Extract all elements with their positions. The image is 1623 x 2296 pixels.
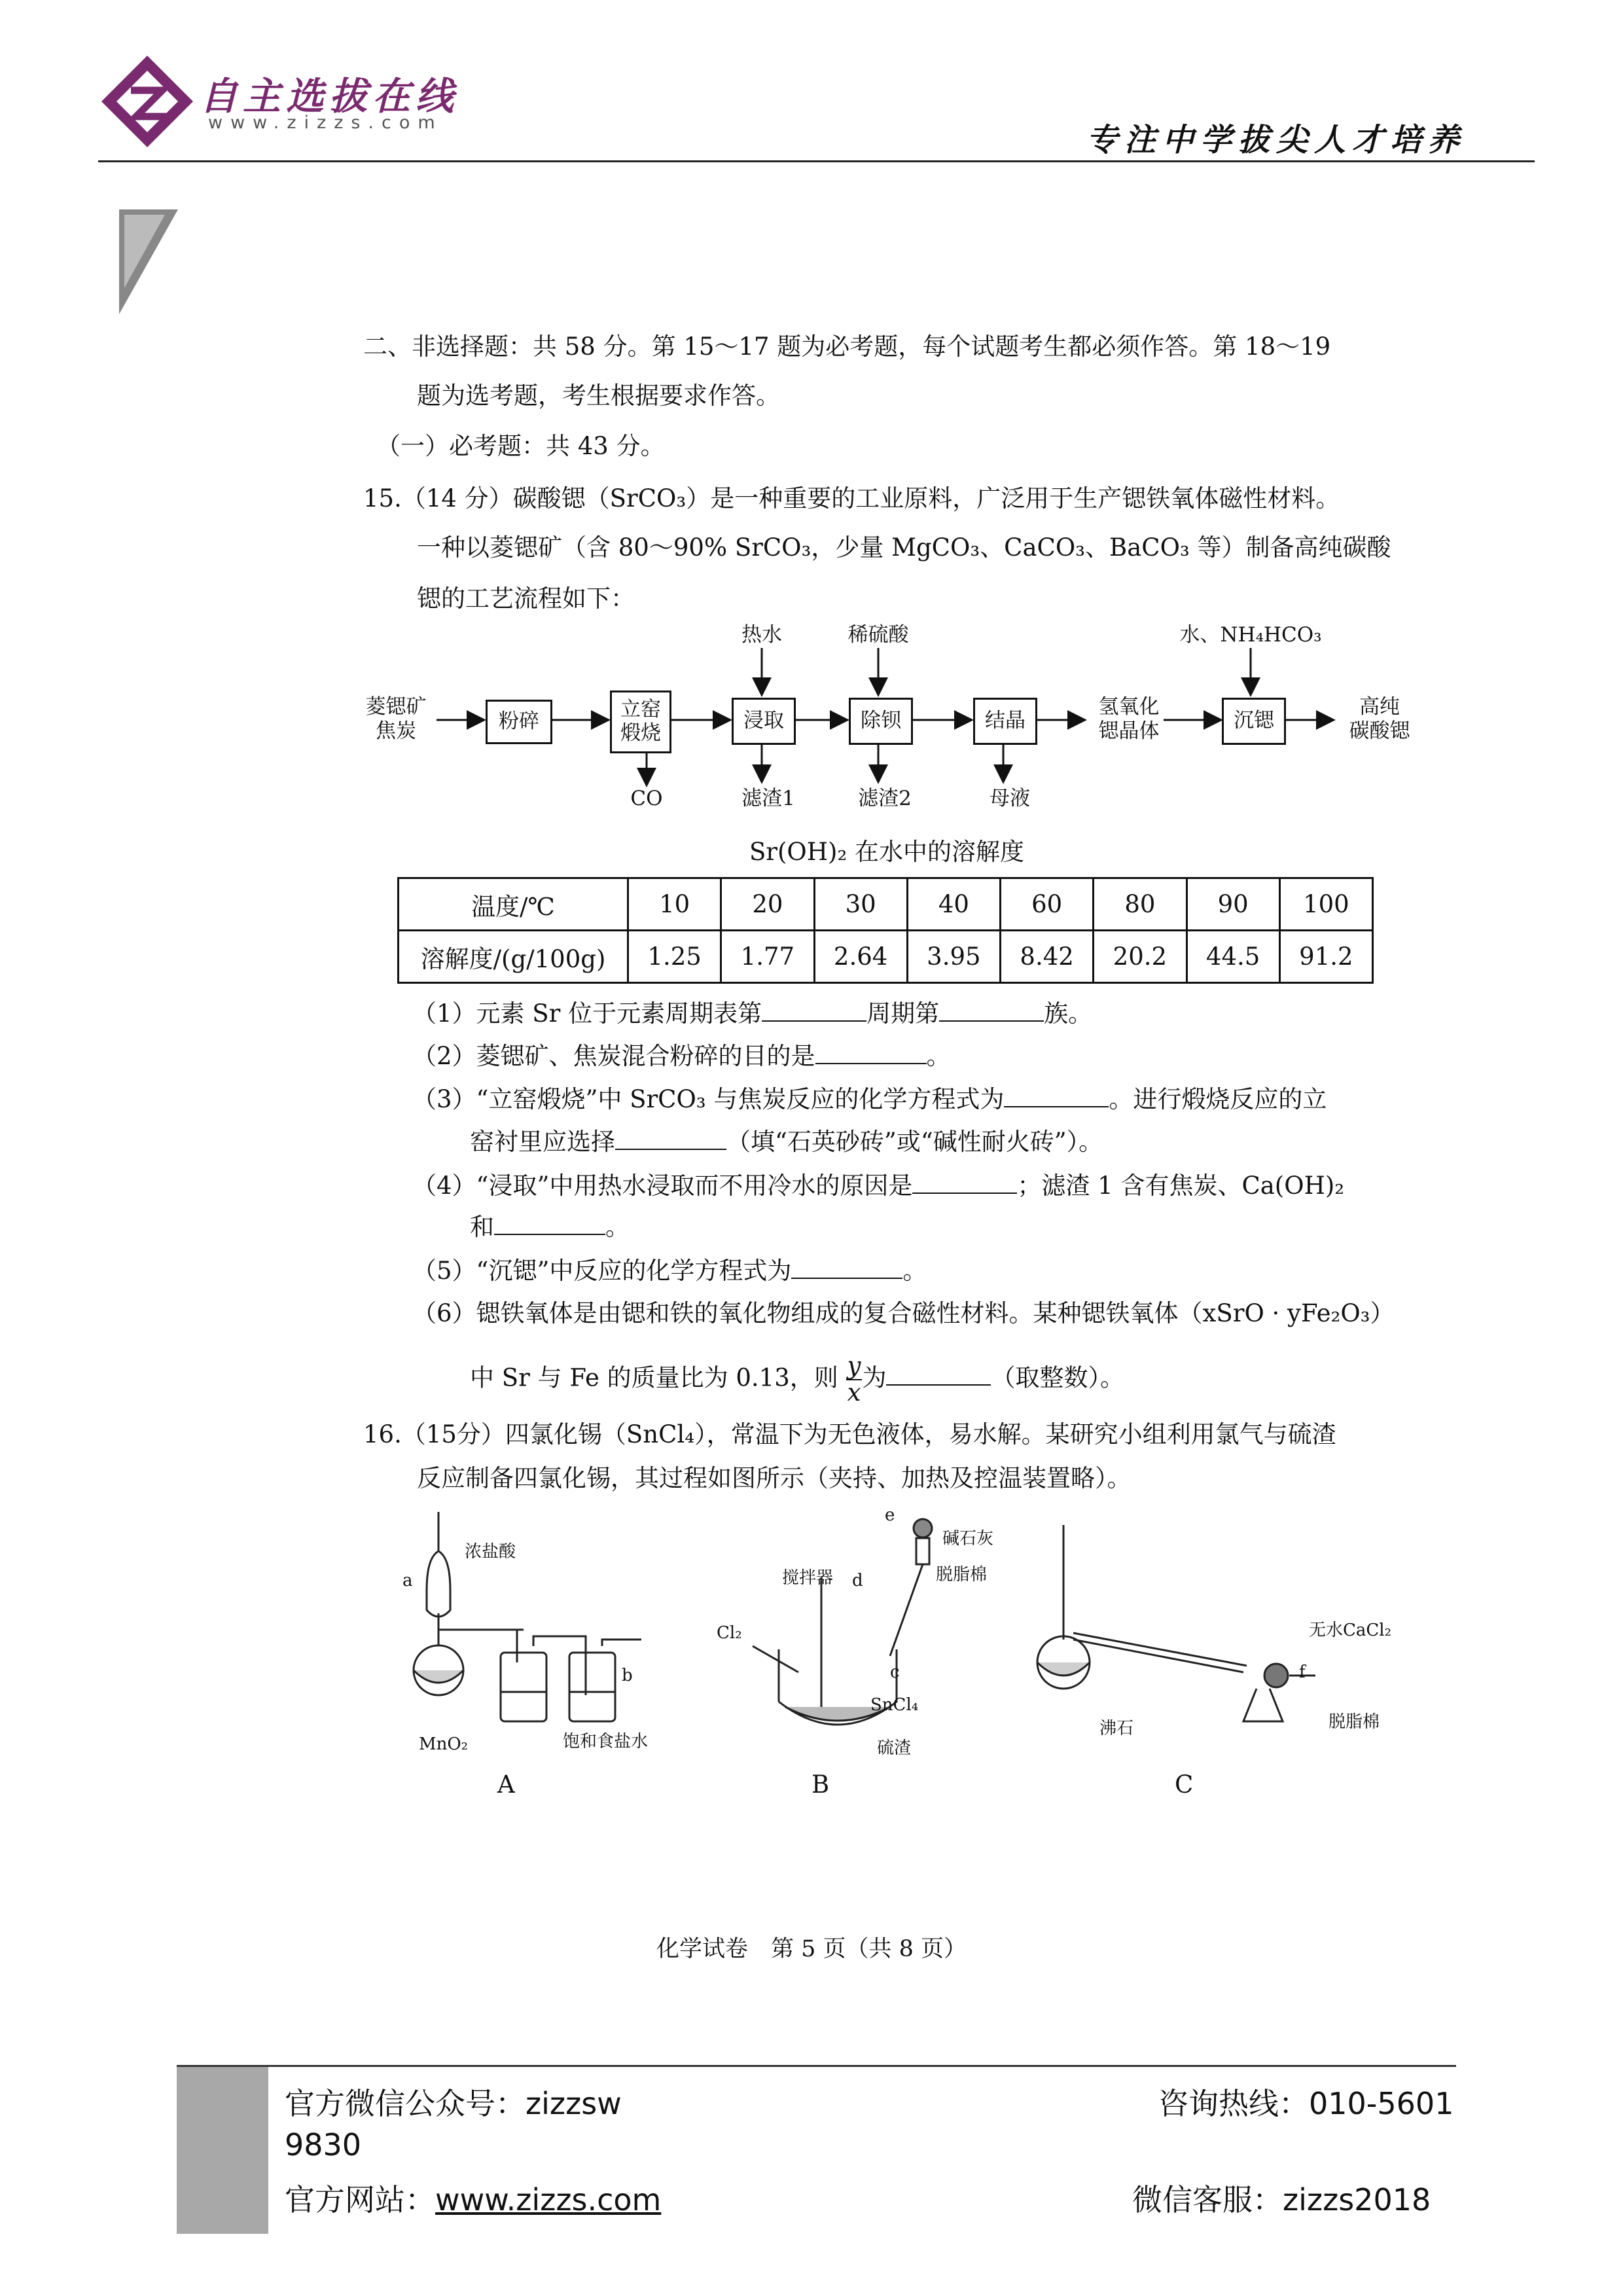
flow-out-mother-liquor: 母液 [990,787,1030,810]
flow-step-precipitate: 沉锶 [1222,698,1286,745]
table-row [399,931,1373,983]
header-slogan: 专注中学拔尖人才培养 [1086,122,1466,158]
section-heading-cont: 题为选考题，考生根据要求作答。 [417,382,780,410]
label-d: d [852,1571,863,1590]
q16-stem-line2: 反应制备四氯化锡，其过程如图所示（夹持、加热及控温装置略）。 [417,1464,1132,1492]
table-cell: 2.64 [814,931,907,983]
table-cell: 30 [814,878,907,931]
footer-wechat: 官方微信公众号：zizzsw [285,2086,622,2121]
label-c: c [890,1662,900,1682]
table-cell: 40 [907,878,1000,931]
table-cell: 80 [1094,878,1186,931]
answer-blank[interactable] [615,1148,726,1150]
label-conc-hcl: 浓盐酸 [465,1542,516,1562]
answer-blank[interactable] [762,1020,866,1022]
flow-add-dilute-acid: 稀硫酸 [847,623,909,647]
label-f: f [1299,1662,1306,1682]
label-cotton-c: 脱脂棉 [1329,1712,1380,1732]
q15-stem-line1: 15.（14 分）碳酸锶（SrCO₃）是一种重要的工业原料，广泛用于生产锶铁氧体磁性材料。 [363,484,1340,512]
label-cl2: Cl₂ [717,1623,742,1643]
footer-hotline: 咨询热线：010-5601 [1158,2086,1454,2121]
header-divider [98,160,1535,162]
flow-step-calcine: 立窑 煅烧 [610,691,671,753]
answer-blank[interactable] [791,1277,902,1279]
footer-wechat-cont: 9830 [285,2127,362,2162]
footer-website: 官方网站：www.zizzs.com [285,2182,662,2217]
answer-blank[interactable] [939,1020,1044,1022]
label-apparatus-a: A [497,1770,515,1799]
table-title: Sr(OH)₂ 在水中的溶解度 [749,838,1025,866]
answer-blank[interactable] [886,1384,991,1386]
label-boiling-chips: 沸石 [1099,1719,1134,1738]
zizzs-logo-icon [98,52,196,151]
footer-website-link[interactable]: www.zizzs.com [435,2182,662,2217]
flow-output-label: 高纯 碳酸锶 [1349,695,1410,744]
flow-add-nh4hco3: 水、NH₄HCO₃ [1179,623,1322,647]
footer-side-bar [177,2067,268,2234]
table-cell: 8.42 [1001,931,1094,983]
footer-divider [177,2065,1456,2067]
answer-blank[interactable] [815,1062,927,1064]
table-cell: 100 [1279,878,1372,931]
label-cotton-b: 脱脂棉 [936,1565,988,1585]
flow-out-residue2: 滤渣2 [858,787,912,810]
table-cell: 1.77 [721,931,814,983]
q15-part4: （4）“浸取”中用热水浸取而不用冷水的原因是 ；滤渣 1 含有焦炭、Ca(OH)₂ [412,1172,1345,1200]
q15-part3-cont: 窑衬里应选择 （填“石英砂砖”或“碱性耐火砖”）。 [470,1128,1103,1156]
label-apparatus-b: B [812,1770,830,1799]
table-header-solubility: 溶解度/(g/100g) [399,931,628,983]
table-header-temp: 温度/℃ [399,878,628,931]
q15-stem-line3: 锶的工艺流程如下： [417,584,635,613]
q15-part3: （3）“立窑煅烧”中 SrCO₃ 与焦炭反应的化学方程式为 。进行煅烧反应的立 [412,1085,1327,1113]
answer-blank[interactable] [494,1233,605,1235]
flow-intermediate-label: 氢氧化 锶晶体 [1098,695,1160,744]
q15-part2: （2）菱锶矿、焦炭混合粉碎的目的是 。 [412,1042,951,1070]
q15-part6: （6）锶铁氧体是由锶和铁的氧化物组成的复合磁性材料。某种锶铁氧体（xSrO · yFe₂O₃） [412,1299,1395,1327]
apparatus-drawing [366,1499,1492,1800]
label-soda-lime: 碱石灰 [942,1529,994,1549]
flow-out-co: CO [630,787,663,810]
label-e: e [885,1505,895,1525]
label-sat-nacl: 饱和食盐水 [563,1732,649,1751]
q15-part1: （1）元素 Sr 位于元素周期表第 周期第 族。 [412,999,1093,1028]
q15-part5: （5）“沉锶”中反应的化学方程式为 。 [412,1257,927,1285]
page-number: 化学试卷 第 5 页（共 8 页） [656,1936,967,1962]
flow-step-crystallize: 结晶 [973,698,1037,745]
flow-out-residue1: 滤渣1 [741,787,795,810]
flow-step-leach: 浸取 [732,698,796,745]
flow-add-hot-water: 热水 [741,623,782,647]
table-cell: 20 [721,878,814,931]
required-heading: （一）必考题：共 43 分。 [376,432,665,460]
table-cell: 60 [1001,878,1094,931]
table-cell: 1.25 [628,931,721,983]
label-a: a [402,1571,413,1590]
label-mno2: MnO₂ [419,1734,469,1754]
flow-step-crush: 粉碎 [486,700,552,744]
table-cell: 20.2 [1094,931,1186,983]
table-cell: 91.2 [1279,931,1372,983]
answer-blank[interactable] [912,1192,1017,1194]
q15-part4-cont: 和 。 [470,1213,630,1241]
table-cell: 90 [1186,878,1279,931]
table-cell: 10 [628,878,721,931]
label-b: b [622,1666,633,1685]
footer-service: 微信客服：zizzs2018 [1132,2182,1431,2217]
apparatus-figure [366,1499,1099,1800]
fraction-y-over-x: $\frac{y}{x}$ [847,1352,861,1407]
q15-stem-line2: 一种以菱锶矿（含 80～90% SrCO₃，少量 MgCO₃、CaCO₃、BaCO₃ 等）制备高纯碳酸 [417,533,1391,562]
answer-blank[interactable] [1004,1105,1109,1107]
brand-url[interactable]: www.zizzs.com [208,113,443,133]
label-sulfur-slag: 硫渣 [877,1738,912,1758]
brand-title: 自主选拔在线 [200,74,459,118]
table-cell: 3.95 [907,931,1000,983]
solubility-table [397,877,1374,984]
flow-input-label: 菱锶矿 焦炭 [365,695,427,744]
q16-stem-line1: 16.（15分）四氯化锡（SnCl₄），常温下为无色液体，易水解。某研究小组利用氯气与硫渣 [363,1420,1336,1448]
label-apparatus-c: C [1175,1770,1194,1799]
label-stirrer: 搅拌器 [782,1568,834,1588]
section-heading: 二、非选择题：共 58 分。第 15～17 题为必考题，每个试题考生都必须作答。第 18～19 [363,332,1331,361]
scan-corner-decoration [119,209,178,314]
flow-step-remove-ba: 除钡 [849,698,913,745]
q15-part6-cont: 中 Sr 与 Fe 的质量比为 0.13，则 $\frac{y}{x}$ 为 （取整数）。 [470,1352,1124,1407]
table-row [399,878,1373,931]
label-sncl4: SnCl₄ [870,1695,919,1715]
table-cell: 44.5 [1186,931,1279,983]
label-anhydrous-cacl2: 无水CaCl₂ [1309,1621,1392,1640]
